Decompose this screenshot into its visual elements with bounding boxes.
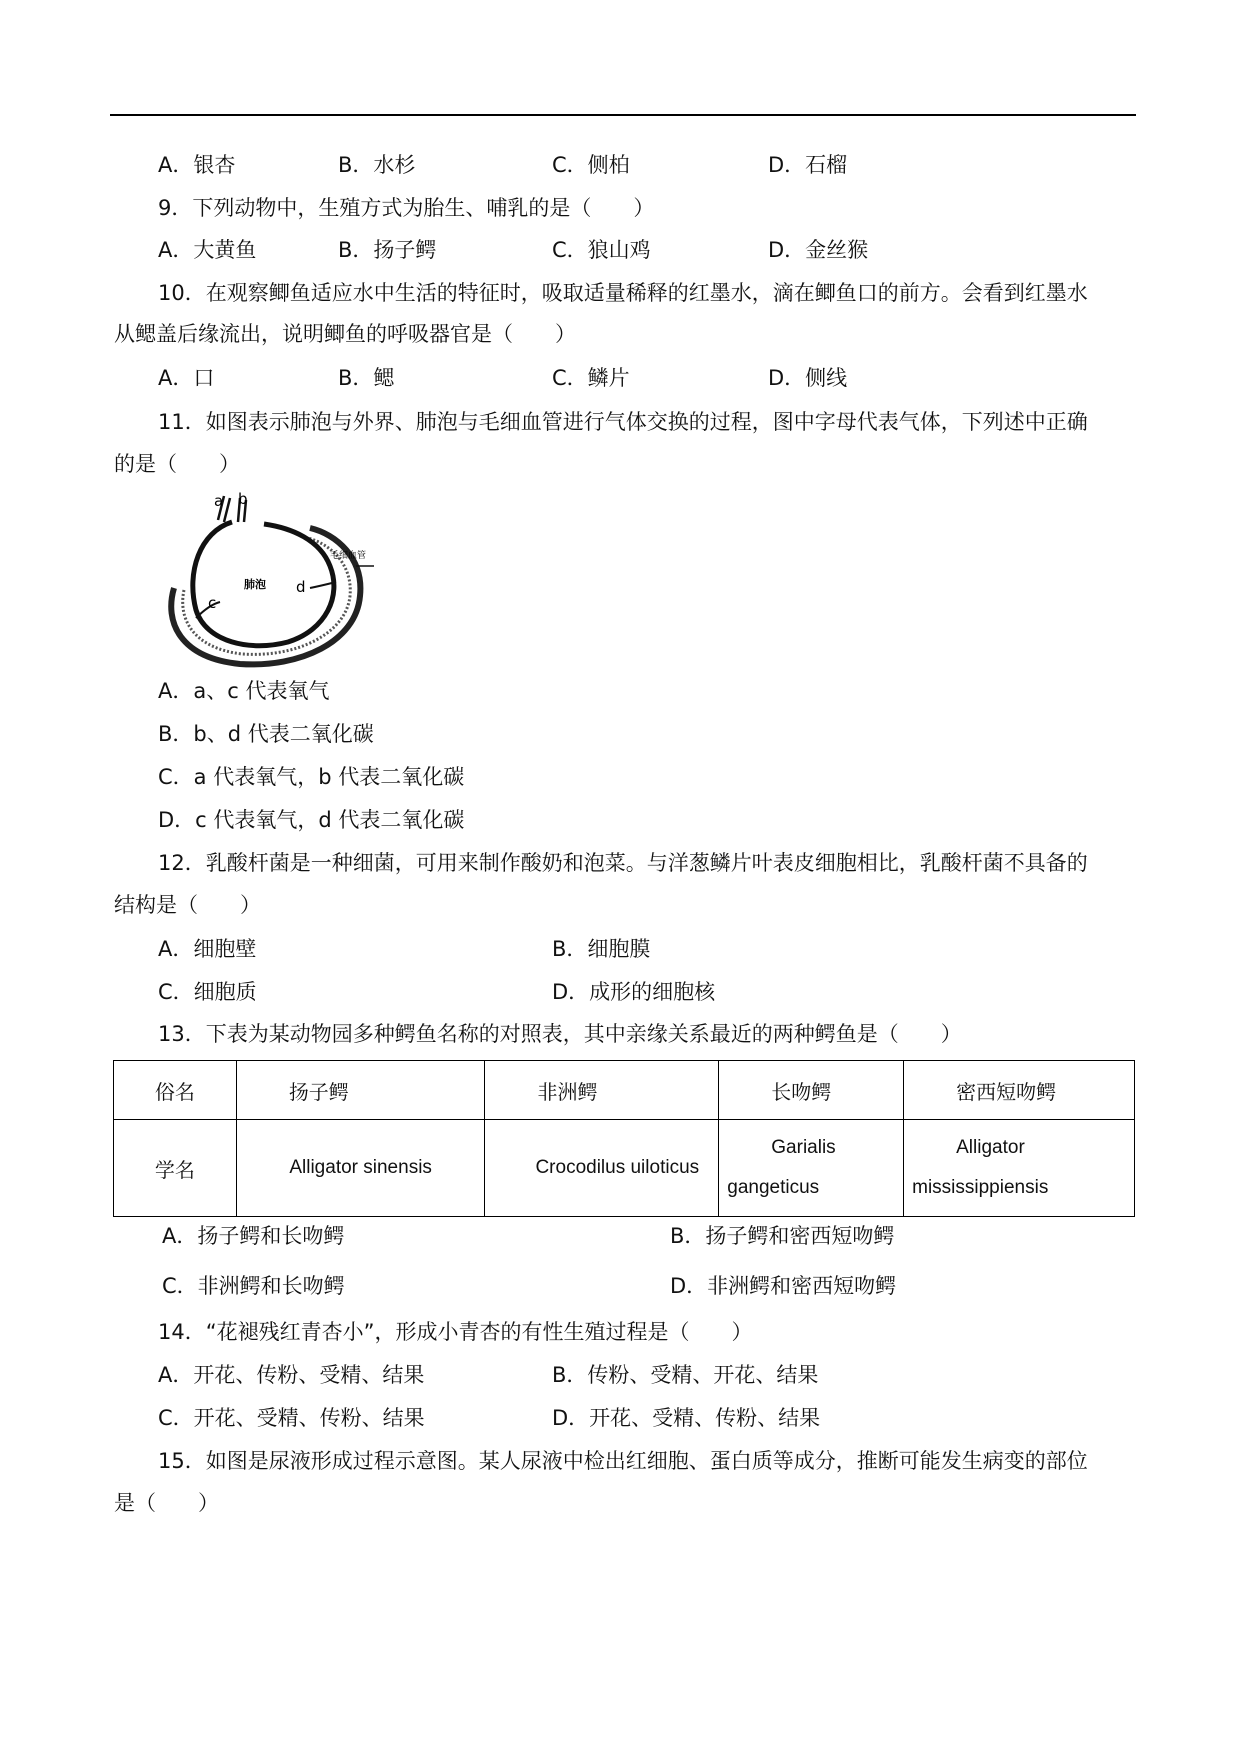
q14-stem: 14．“花褪残红青杏小”，形成小青杏的有性生殖过程是（ ） [158,1320,753,1344]
q10-option-b: B．鳃 [338,366,395,390]
table-cell: Crocodilus uiloticus [485,1120,719,1217]
q9-option-c: C．狼山鸡 [552,238,651,262]
q11-stem-line2: 的是（ ） [114,452,240,476]
table-cell [904,1120,1135,1217]
table-cell: 非洲鳄 [485,1061,719,1120]
sci-name-part: gangeticus [727,1177,820,1198]
label-b: b [238,492,248,508]
table-cell: 密西短吻鳄 [904,1061,1135,1120]
q8-option-d: D．石榴 [768,153,848,177]
q10-option-c: C．鳞片 [552,366,630,390]
q14-option-b: B．传粉、受精、开花、结果 [552,1363,819,1387]
label-alveolus: 肺泡 [244,578,266,591]
q15-stem-line2: 是（ ） [114,1491,219,1515]
q13-option-a: A．扬子鳄和长吻鳄 [162,1224,345,1248]
table-cell [719,1120,904,1217]
q12-option-c: C．细胞质 [158,980,257,1004]
q9-stem: 9．下列动物中，生殖方式为胎生、哺乳的是（ ） [158,196,655,220]
q12-stem-line1: 12．乳酸杆菌是一种细菌，可用来制作酸奶和泡菜。与洋葱鳞片叶表皮细胞相比，乳酸杆菌不具备的 [158,851,1088,875]
label-c: c [208,594,217,612]
q9-option-b: B．扬子鳄 [338,238,437,262]
alveolus-diagram [160,492,390,672]
q14-option-c: C．开花、受精、传粉、结果 [158,1406,425,1430]
q13-option-b: B．扬子鳄和密西短吻鳄 [670,1224,895,1248]
table-row [114,1061,1135,1120]
q10-option-a: A．口 [158,366,215,390]
q12-stem-line2: 结构是（ ） [114,893,261,917]
sci-name-part: mississippiensis [912,1177,1049,1198]
gas-a-arrow-2 [224,498,230,522]
q14-option-a: A．开花、传粉、受精、结果 [158,1363,425,1387]
q9-option-a: A．大黄鱼 [158,238,257,262]
sci-name-part: Alligator [956,1137,1025,1158]
table-header-common-name: 俗名 [114,1061,237,1120]
table-cell: Alligator sinensis [236,1120,485,1217]
table-cell: 扬子鳄 [236,1061,485,1120]
q11-option-b: B．b、d 代表二氧化碳 [158,722,374,746]
q12-option-d: D．成形的细胞核 [552,980,716,1004]
q13-option-c: C．非洲鳄和长吻鳄 [162,1274,345,1298]
q12-option-a: A．细胞壁 [158,937,257,961]
q10-option-d: D．侧线 [768,366,848,390]
label-capillary: 毛细血管 [330,551,367,561]
label-d: d [296,578,306,596]
label-a: a [214,492,224,510]
q13-option-d: D．非洲鳄和密西短吻鳄 [670,1274,897,1298]
q10-stem-line2: 从鳃盖后缘流出，说明鲫鱼的呼吸器官是（ ） [114,322,576,346]
q12-option-b: B．细胞膜 [552,937,651,961]
header-rule [110,114,1136,116]
q8-option-c: C．侧柏 [552,153,630,177]
q11-option-c: C．a 代表氧气，b 代表二氧化碳 [158,765,465,789]
crocodile-name-table [113,1060,1135,1217]
q11-stem-line1: 11．如图表示肺泡与外界、肺泡与毛细血管进行气体交换的过程，图中字母代表气体，下列述中正确 [158,410,1088,434]
q8-option-b: B．水杉 [338,153,416,177]
q10-stem-line1: 10．在观察鲫鱼适应水中生活的特征时，吸取适量稀释的红墨水，滴在鲫鱼口的前方。会看到红墨水 [158,281,1088,305]
q11-option-a: A．a、c 代表氧气 [158,679,330,703]
q14-option-d: D．开花、受精、传粉、结果 [552,1406,821,1430]
q8-option-a: A．银杏 [158,153,236,177]
table-row [114,1120,1135,1217]
q11-option-d: D．c 代表氧气，d 代表二氧化碳 [158,808,465,832]
q9-option-d: D．金丝猴 [768,238,869,262]
sci-name-part: Garialis [771,1137,836,1158]
table-cell: 长吻鳄 [719,1061,904,1120]
q15-stem-line1: 15．如图是尿液形成过程示意图。某人尿液中检出红细胞、蛋白质等成分，推断可能发生病变的部位 [158,1449,1088,1473]
table-header-scientific-name: 学名 [114,1120,237,1217]
q13-stem: 13．下表为某动物园多种鳄鱼名称的对照表，其中亲缘关系最近的两种鳄鱼是（ ） [158,1022,962,1046]
